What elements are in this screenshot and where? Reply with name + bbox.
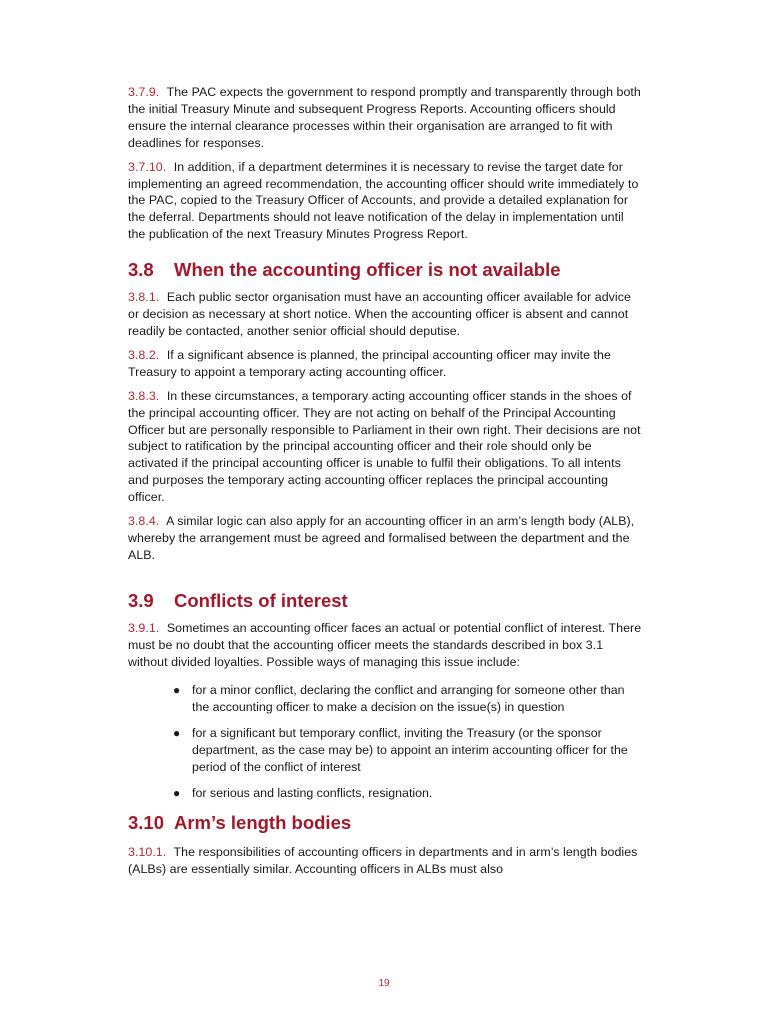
- section-number: 3.10: [128, 811, 165, 833]
- section-heading-3-10: [128, 812, 644, 834]
- paragraph-text: In addition, if a department determines it is necessary to revise the target date for implementing an agreed recommendation, the accounting officer should write immediately to the PAC, copied to the Treasury Officer of Accounts, and provide a detailed explanation for the deferral. Departments should not leave notification of the delay in implementation until the publication of the next Treasury Minutes Progress Report.: [128, 159, 639, 242]
- paragraph-3-7-9: [128, 84, 644, 152]
- paragraph-text: Each public sector organisation must have an accounting officer available for advice or decision as necessary at short notice. When the accounting officer is absent and cannot readily be contacted, another senior official should deputise.: [128, 290, 631, 338]
- paragraph-number: 3.8.3.: [128, 388, 160, 403]
- paragraph-number: 3.7.10.: [128, 159, 167, 174]
- paragraph-text: In these circumstances, a temporary acting accounting officer stands in the shoes of the principal accounting officer. They are not acting on behalf of the Principal Accounting Officer but are personally responsible to Parliament in their own right. Their decisions are not subject to ratification by the principal accounting officer and their role should only be activated if the principal accounting officer is unable to fulfil their obligations. To all intents and purposes the temporary acting accounting officer replaces the principal accounting officer.: [128, 388, 641, 505]
- paragraph-number: 3.8.1.: [128, 290, 160, 305]
- paragraph-number: 3.9.1.: [128, 620, 160, 635]
- section-heading-3-9: [128, 590, 644, 612]
- paragraph-3-8-3: [128, 388, 644, 506]
- page-number: 19: [378, 978, 390, 989]
- paragraph-text: A similar logic can also apply for an accounting officer in an arm’s length body (ALB), whereby the arrangement must be agreed and formalised between the department and the ALB.: [128, 514, 635, 562]
- section-title: Conflicts of interest: [174, 589, 348, 611]
- bullet-icon: ●: [173, 726, 181, 741]
- paragraph-number: 3.8.4.: [128, 514, 160, 529]
- conflict-options-list: [128, 682, 644, 801]
- paragraph-text: If a significant absence is planned, the principal accounting officer may invite the Treasury to appoint a temporary acting accounting officer.: [128, 347, 611, 379]
- section-number: 3.9: [128, 589, 154, 611]
- section-title: Arm’s length bodies: [174, 811, 352, 833]
- paragraph-3-10-1: [128, 844, 644, 878]
- list-item: ● for a significant but temporary conflict, inviting the Treasury (or the sponsor department, as the case may be) to appoint an interim accounting officer for the period of the conflict of interest: [173, 726, 628, 775]
- section-title: When the accounting officer is not available: [174, 259, 561, 281]
- list-item: ● for serious and lasting conflicts, resignation.: [173, 786, 433, 800]
- page-content: [128, 84, 644, 885]
- paragraph-3-8-2: [128, 347, 644, 381]
- bullet-icon: ●: [173, 683, 181, 698]
- paragraph-number: 3.10.1.: [128, 844, 167, 859]
- paragraph-text: The PAC expects the government to respond promptly and transparently through both the initial Treasury Minute and subsequent Progress Reports. Accounting officers should ensure the internal clearance processes within their organisation are arranged to fit with deadlines for responses.: [128, 85, 641, 150]
- paragraph-3-7-10: [128, 159, 644, 244]
- paragraph-3-8-1: [128, 289, 644, 340]
- paragraph-number: 3.8.2.: [128, 347, 160, 362]
- section-heading-3-8: [128, 259, 644, 281]
- paragraph-number: 3.7.9.: [128, 85, 160, 99]
- paragraph-text: Sometimes an accounting officer faces an actual or potential conflict of interest. There must be no doubt that the accounting officer meets the standards described in box 3.1 without divided loyalties. Possible ways of managing this issue include:: [128, 620, 642, 669]
- paragraph-text: The responsibilities of accounting officers in departments and in arm’s length bodies (ALBs) are essentially similar. Accounting officers in ALBs must also: [128, 844, 638, 876]
- paragraph-3-8-4: [128, 513, 644, 564]
- paragraph-3-9-1: [128, 620, 644, 671]
- list-item: ● for a minor conflict, declaring the conflict and arranging for someone other than the accounting officer to make a decision on the issue(s) in question: [173, 683, 625, 715]
- section-number: 3.8: [128, 259, 154, 281]
- bullet-icon: ●: [173, 786, 181, 800]
